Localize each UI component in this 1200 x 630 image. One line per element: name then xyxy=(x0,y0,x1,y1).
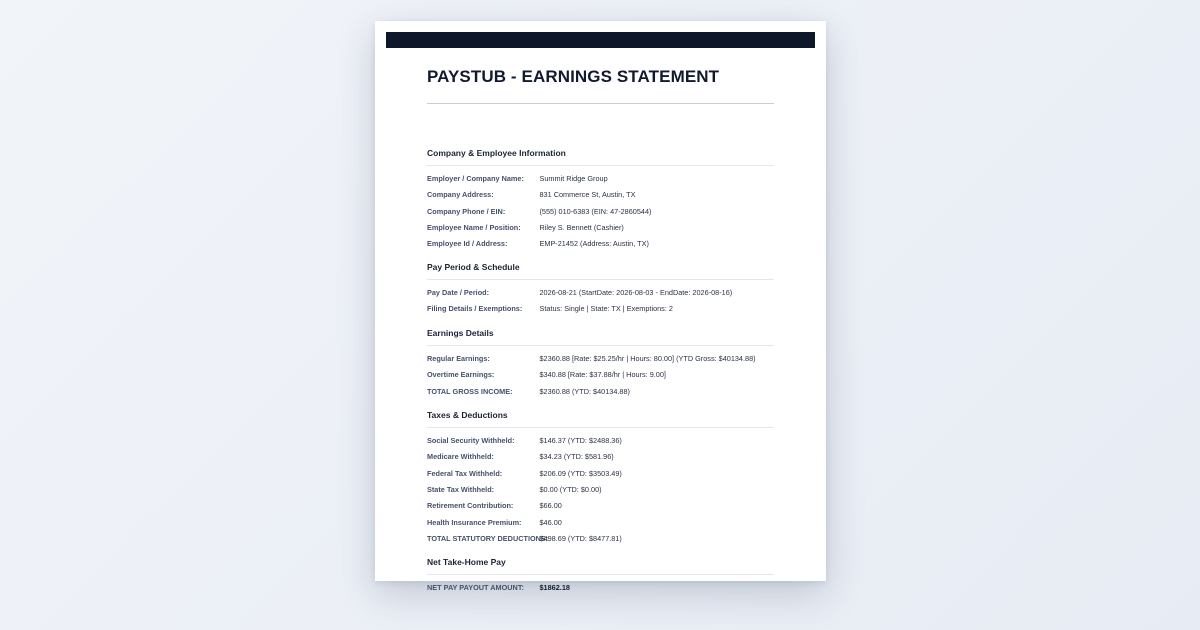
info-row-retirement xyxy=(427,498,774,514)
info-row-overtime-earnings xyxy=(427,367,774,383)
section-title-taxes: Taxes & Deductions xyxy=(427,410,508,420)
net-pay-amount: $1862.18 xyxy=(539,583,570,593)
row-value: $340.88 [Rate: $37.88/hr | Hours: 9.00] xyxy=(539,370,666,380)
info-row-total-deductions xyxy=(427,531,774,547)
document-content xyxy=(427,67,774,593)
row-label: Health Insurance Premium: xyxy=(427,517,522,527)
section-divider xyxy=(427,279,774,280)
row-value: $2360.88 [Rate: $25.25/hr | Hours: 80.00] (YTD Gross: $40134.88) xyxy=(539,354,756,364)
paystub-document xyxy=(375,21,826,593)
section-title-earnings: Earnings Details xyxy=(427,328,494,338)
row-value: (555) 010-6383 (EIN: 47-2860544) xyxy=(539,206,652,216)
row-label: Employee Id / Address: xyxy=(427,239,508,249)
row-value: 2026-08-21 (StartDate: 2026-08-03 - EndDate: 2026-08-16) xyxy=(539,288,733,298)
info-row-company-address xyxy=(427,187,774,203)
row-value: $0.00 (YTD: $0.00) xyxy=(539,485,602,495)
section-divider xyxy=(427,165,774,166)
row-value: 831 Commerce St, Austin, TX xyxy=(539,190,636,200)
row-label: TOTAL STATUTORY DEDUCTIONS: xyxy=(427,533,549,543)
row-value: Status: Single | State: TX | Exemptions: 2 xyxy=(539,304,673,314)
row-label: Company Phone / EIN: xyxy=(427,206,506,216)
row-label: Regular Earnings: xyxy=(427,354,490,364)
row-value: Riley S. Bennett (Cashier) xyxy=(539,223,624,233)
row-value: $146.37 (YTD: $2488.36) xyxy=(539,436,622,446)
row-label: Filing Details / Exemptions: xyxy=(427,304,523,314)
row-label: Medicare Withheld: xyxy=(427,452,494,462)
info-row-company-phone xyxy=(427,204,774,220)
row-label: State Tax Withheld: xyxy=(427,485,495,495)
row-label: Overtime Earnings: xyxy=(427,370,495,380)
row-label: Company Address: xyxy=(427,190,494,200)
section-taxes xyxy=(427,410,774,547)
row-label: Employer / Company Name: xyxy=(427,174,524,184)
row-value: $498.69 (YTD: $8477.81) xyxy=(539,533,622,543)
section-pay-period xyxy=(427,262,774,318)
section-divider xyxy=(427,345,774,346)
row-label: Employee Name / Position: xyxy=(427,223,521,233)
section-title-company: Company & Employee Information xyxy=(427,148,566,158)
info-row-net-pay xyxy=(427,580,774,596)
section-net-pay xyxy=(427,557,774,596)
row-label: NET PAY PAYOUT AMOUNT: xyxy=(427,583,524,593)
info-row-pay-date xyxy=(427,285,774,301)
header-bar xyxy=(386,32,815,48)
info-row-regular-earnings xyxy=(427,351,774,367)
info-row-medicare xyxy=(427,449,774,465)
info-row-employer xyxy=(427,171,774,187)
row-value: Summit Ridge Group xyxy=(539,174,608,184)
section-company xyxy=(427,148,774,252)
row-value: $2360.88 (YTD: $40134.88) xyxy=(539,386,630,396)
row-value: $206.09 (YTD: $3503.49) xyxy=(539,468,622,478)
info-row-employee-name xyxy=(427,220,774,236)
row-label: TOTAL GROSS INCOME: xyxy=(427,386,513,396)
section-divider xyxy=(427,574,774,575)
info-row-filing-details xyxy=(427,301,774,317)
row-value: $66.00 xyxy=(539,501,562,511)
info-row-state-tax xyxy=(427,482,774,498)
info-row-total-gross xyxy=(427,384,774,400)
info-row-social-security xyxy=(427,433,774,449)
info-row-federal-tax xyxy=(427,466,774,482)
info-row-health-insurance xyxy=(427,514,774,530)
row-value: EMP-21452 (Address: Austin, TX) xyxy=(539,239,649,249)
section-title-pay-period: Pay Period & Schedule xyxy=(427,262,520,272)
info-row-employee-id xyxy=(427,236,774,252)
row-label: Pay Date / Period: xyxy=(427,288,490,298)
row-label: Federal Tax Withheld: xyxy=(427,468,503,478)
row-label: Social Security Withheld: xyxy=(427,436,515,446)
section-title-net-pay: Net Take-Home Pay xyxy=(427,557,506,567)
title-divider xyxy=(427,103,774,104)
section-divider xyxy=(427,427,774,428)
document-title: PAYSTUB - EARNINGS STATEMENT xyxy=(427,67,720,86)
row-value: $46.00 xyxy=(539,517,562,527)
row-value: $34.23 (YTD: $581.96) xyxy=(539,452,614,462)
row-label: Retirement Contribution: xyxy=(427,501,514,511)
section-earnings xyxy=(427,328,774,400)
